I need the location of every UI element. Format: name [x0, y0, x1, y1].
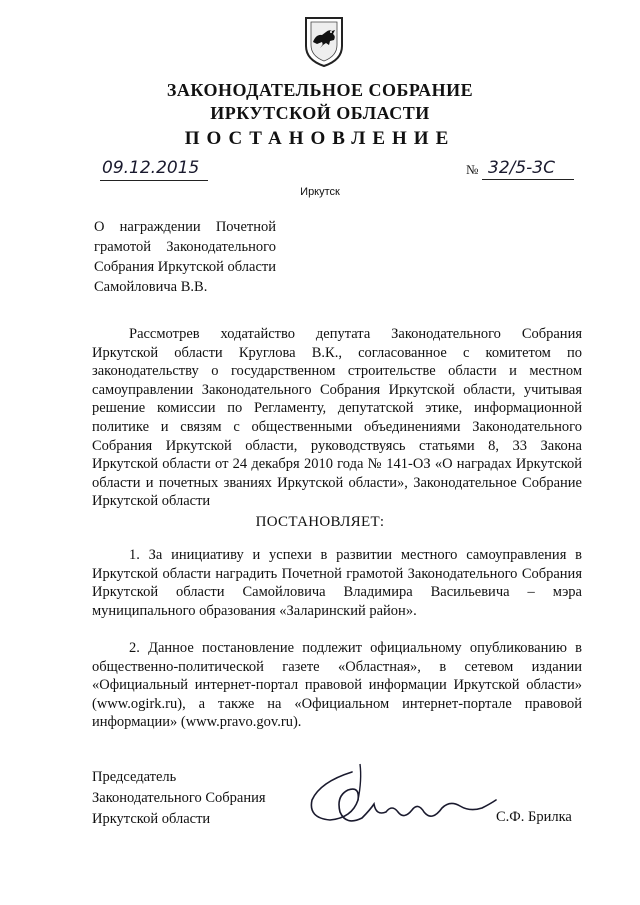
signatory-title [92, 767, 266, 830]
org-name-line2: ИРКУТСКОЙ ОБЛАСТИ [210, 103, 430, 123]
number-underline [482, 179, 574, 180]
decree-item-2: 2. Данное постановление подлежит официальному опубликованию в общественно-политической газете «Областная», в сетевом издании «Официальный интернет-портал правовой информации Иркутской области» (www.ogirk.ru), а также на «Официальном интернет-портале правовой информации» (www.pravo.gov.ru). [92, 640, 582, 731]
signatory-title-line1: Председатель [92, 769, 177, 785]
city-label: Иркутск [300, 186, 340, 198]
coat-of-arms-icon [302, 14, 346, 68]
document-date: 09.12.2015 [102, 158, 200, 178]
decree-heading: ПОСТАНОВЛЯЕТ: [255, 514, 385, 530]
signatory-title-line2: Законодательного Собрания [92, 790, 266, 806]
decree-item-1: 1. За инициативу и успехи в развитии местного самоуправления в Иркутской области наградить Почетной грамотой Законодательного Собрания Иркутской области Самойловича Владимира Васильевича – мэра муниципального образования «Заларинский район». [92, 547, 582, 619]
date-field [100, 158, 208, 181]
handwritten-signature [300, 760, 500, 840]
org-name-line1: ЗАКОНОДАТЕЛЬНОЕ СОБРАНИЕ [166, 80, 474, 100]
number-field [466, 158, 576, 180]
document-subject: О награждении Почетной грамотой Законодательного Собрания Иркутской области Самойловича В.В. [94, 219, 276, 295]
document-type: ПОСТАНОВЛЕНИЕ [184, 128, 456, 149]
document-number: 32/5-3С [488, 158, 555, 178]
signatory-title-line3: Иркутской области [92, 811, 211, 827]
signatory-name: С.Ф. Брилка [496, 809, 572, 825]
preamble-paragraph: Рассмотрев ходатайство депутата Законодательного Собрания Иркутской области Круглова В.К., согласованное с комитетом по законодательству о государственном строительстве области и местном самоуправлении Законодательного Собрания Иркутской области, учитывая решение комиссии по Регламенту, депутатской этике, информационной политике и связям с общественными объединениями Законодательного Собрания Иркутской области, руководствуясь статьями 8, 33 Закона Иркутской области от 24 декабря 2010 года № 141-ОЗ «О наградах Иркутской области и почетных званиях Иркутской области», Законодательное Собрание Иркутской области [92, 326, 582, 510]
number-sign: № [466, 162, 479, 177]
